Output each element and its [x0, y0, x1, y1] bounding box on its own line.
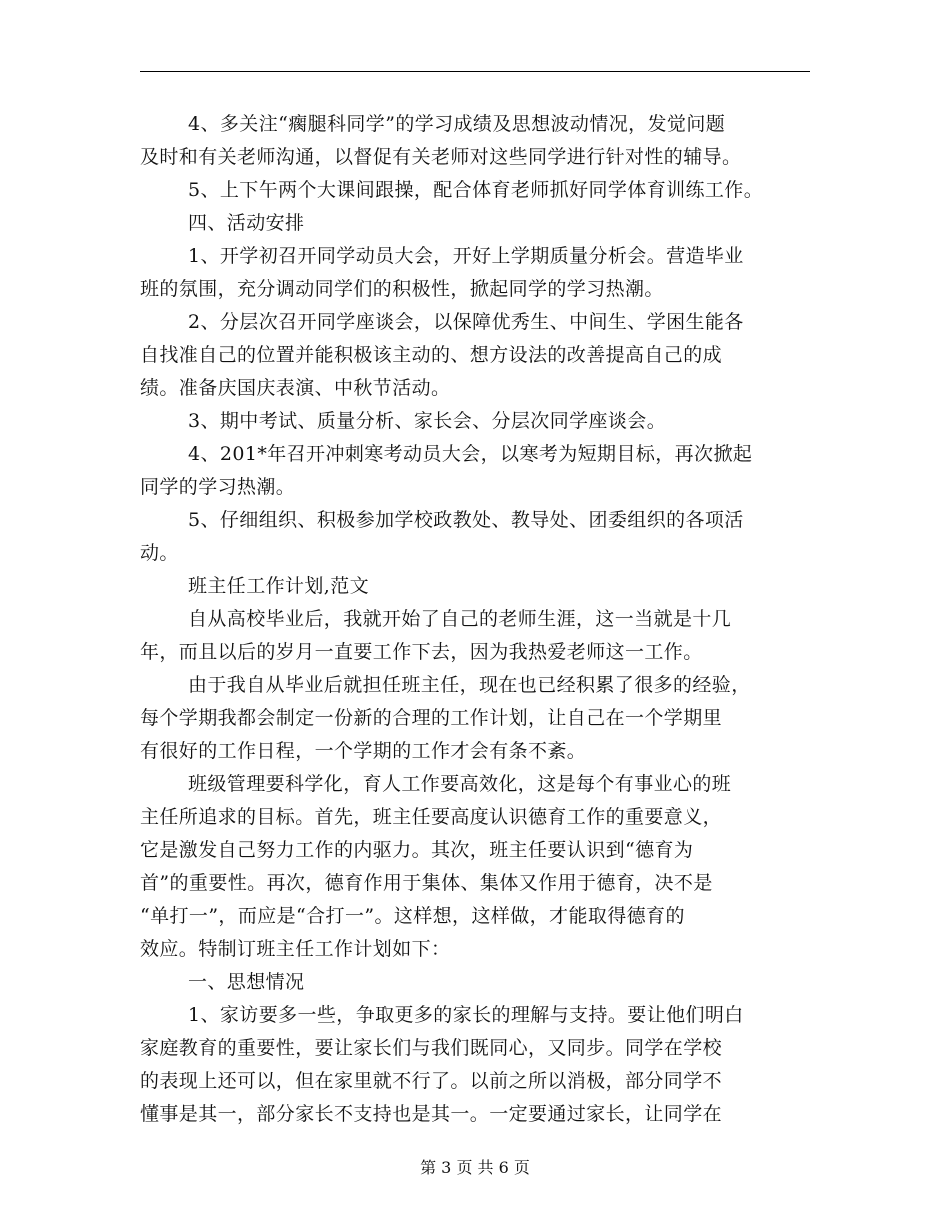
text-line: 动。	[140, 542, 179, 564]
text-line: 有很好的工作日程，一个学期的工作才会有条不紊。	[140, 740, 587, 762]
page-footer: 第 3 页 共 6 页	[420, 1158, 530, 1177]
text-line: 自从高校毕业后，我就开始了自己的老师生涯，这一当就是十几	[188, 608, 732, 630]
text-line: 1、家访要多一些，争取更多的家长的理解与支持。要让他们明白	[188, 1004, 744, 1026]
text-line: 绩。准备庆国庆表演、中秋节活动。	[140, 377, 451, 399]
text-line: 4、201*年召开冲刺寒考动员大会，以寒考为短期目标，再次掀起	[188, 443, 753, 465]
text-line: 同学的学习热潮。	[140, 476, 296, 498]
text-line: 的表现上还可以，但在家里就不行了。以前之所以消极，部分同学不	[140, 1070, 723, 1092]
text-line: 主任所追求的目标。首先，班主任要高度认识德育工作的重要意义，	[140, 806, 723, 828]
text-line: 3、期中考试、质量分析、家长会、分层次同学座谈会。	[188, 410, 667, 432]
text-line: 它是激发自己努力工作的内驱力。其次，班主任要认识到“德育为	[140, 839, 694, 861]
text-line: 首”的重要性。再次，德育作用于集体、集体又作用于德育，决不是	[140, 872, 713, 894]
text-line: 1、开学初召开同学动员大会，开好上学期质量分析会。营造毕业	[188, 245, 744, 267]
text-line: 家庭教育的重要性，要让家长们与我们既同心，又同步。同学在学校	[140, 1037, 723, 1059]
text-line: 年，而且以后的岁月一直要工作下去，因为我热爱老师这一工作。	[140, 641, 703, 663]
text-line: 由于我自从毕业后就担任班主任，现在也已经积累了很多的经验，	[188, 674, 751, 696]
section-heading: 班主任工作计划,范文	[188, 575, 370, 597]
section-heading: 一、思想情况	[188, 971, 305, 993]
text-line: 自找准自己的位置并能积极该主动的、想方设法的改善提高自己的成	[140, 344, 723, 366]
text-line: 班的氛围，充分调动同学们的积极性，掀起同学的学习热潮。	[140, 278, 664, 300]
text-line: 懂事是其一，部分家长不支持也是其一。一定要通过家长，让同学在	[140, 1103, 723, 1125]
text-line: 每个学期我都会制定一份新的合理的工作计划，让自己在一个学期里	[140, 707, 723, 729]
text-line: 效应。特制订班主任工作计划如下：	[140, 938, 451, 960]
text-line: “单打一”，而应是“合打一”。这样想，这样做，才能取得德育的	[140, 905, 685, 927]
text-line: 2、分层次召开同学座谈会，以保障优秀生、中间生、学困生能各	[188, 311, 744, 333]
section-heading: 四、活动安排	[188, 212, 305, 234]
text-line: 及时和有关老师沟通，以督促有关老师对这些同学进行针对性的辅导。	[140, 146, 742, 168]
text-line: 5、上下午两个大课间跟操，配合体育老师抓好同学体育训练工作。	[188, 179, 764, 201]
text-line: 5、仔细组织、积极参加学校政教处、教导处、团委组织的各项活	[188, 509, 744, 531]
text-line: 班级管理要科学化，育人工作要高效化，这是每个有事业心的班	[188, 773, 732, 795]
text-line: 4、多关注“瘸腿科同学”的学习成绩及思想波动情况，发觉问题	[188, 113, 726, 135]
